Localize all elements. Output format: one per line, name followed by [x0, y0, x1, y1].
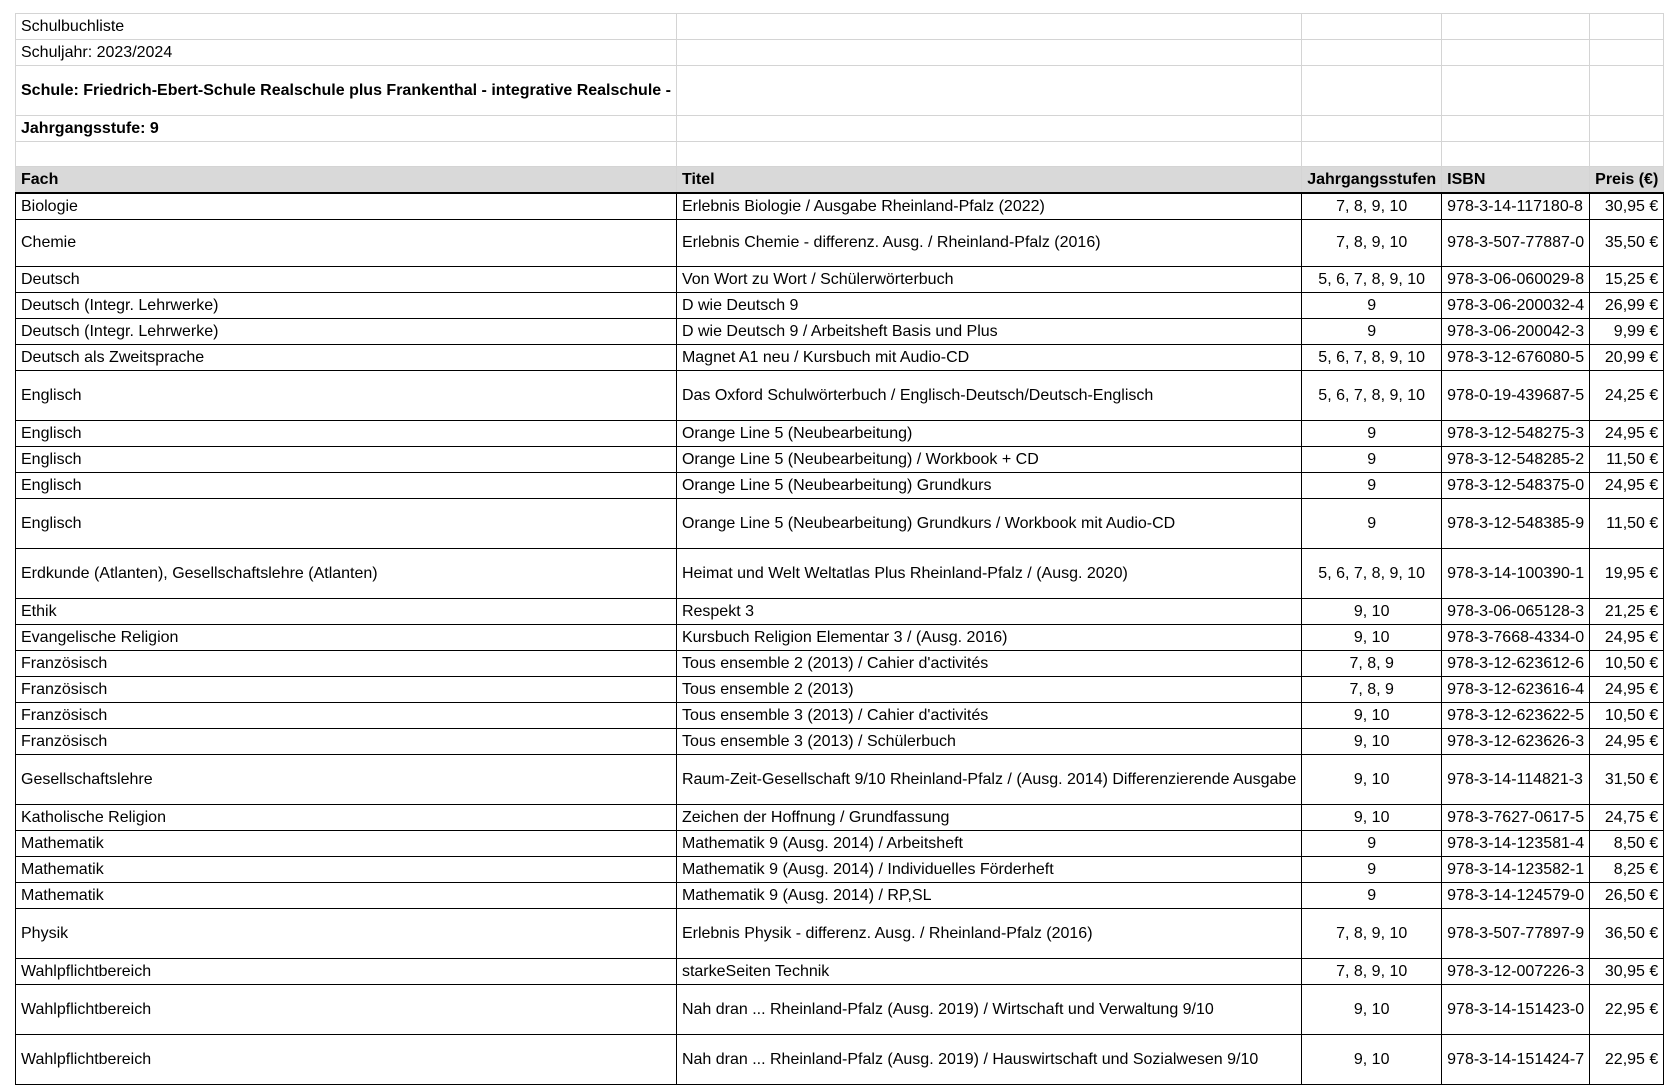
empty-cell: [1302, 116, 1442, 142]
empty-cell: [676, 142, 1301, 167]
cell-isbn: 978-3-7627-0617-5: [1442, 805, 1590, 831]
table-row: [16, 651, 1664, 677]
cell-fach: Wahlpflichtbereich: [16, 985, 677, 1035]
cell-preis: 10,50 €: [1590, 651, 1664, 677]
cell-isbn: 978-3-06-065128-3: [1442, 599, 1590, 625]
cell-jahrgangsstufen: 9: [1302, 857, 1442, 883]
sheet-body: [16, 14, 1664, 1085]
cell-jahrgangsstufen: 9: [1302, 473, 1442, 499]
cell-fach: Wahlpflichtbereich: [16, 1035, 677, 1085]
cell-preis: 24,75 €: [1590, 805, 1664, 831]
empty-cell: [1442, 66, 1590, 116]
cell-titel: Mathematik 9 (Ausg. 2014) / Arbeitsheft: [676, 831, 1301, 857]
cell-isbn: 978-3-12-623612-6: [1442, 651, 1590, 677]
cell-titel: Das Oxford Schulwörterbuch / Englisch-Deutsch/Deutsch-Englisch: [676, 371, 1301, 421]
cell-titel: Erlebnis Biologie / Ausgabe Rheinland-Pfalz (2022): [676, 193, 1301, 220]
cell-preis: 9,99 €: [1590, 319, 1664, 345]
cell-jahrgangsstufen: 7, 8, 9: [1302, 651, 1442, 677]
cell-preis: 15,25 €: [1590, 267, 1664, 293]
cell-titel: Orange Line 5 (Neubearbeitung): [676, 421, 1301, 447]
empty-cell: [676, 66, 1301, 116]
cell-fach: Mathematik: [16, 831, 677, 857]
book-list-table: [15, 13, 1664, 1085]
empty-cell: [676, 14, 1301, 40]
cell-jahrgangsstufen: 9: [1302, 883, 1442, 909]
empty-cell: [1442, 116, 1590, 142]
empty-cell: [1302, 14, 1442, 40]
cell-preis: 24,25 €: [1590, 371, 1664, 421]
cell-jahrgangsstufen: 9: [1302, 831, 1442, 857]
table-row: [16, 293, 1664, 319]
header-titel: Titel: [676, 167, 1301, 194]
cell-fach: Französisch: [16, 651, 677, 677]
table-row: [16, 883, 1664, 909]
cell-titel: Zeichen der Hoffnung / Grundfassung: [676, 805, 1301, 831]
table-row: [16, 959, 1664, 985]
table-row: [16, 549, 1664, 599]
table-row: [16, 421, 1664, 447]
header-preis: Preis (€): [1590, 167, 1664, 194]
table-row: [16, 1035, 1664, 1085]
empty-cell: [676, 40, 1301, 66]
cell-titel: Heimat und Welt Weltatlas Plus Rheinland-Pfalz / (Ausg. 2020): [676, 549, 1301, 599]
cell-fach: Deutsch (Integr. Lehrwerke): [16, 293, 677, 319]
empty-cell: [1590, 40, 1664, 66]
cell-titel: Nah dran ... Rheinland-Pfalz (Ausg. 2019) / Wirtschaft und Verwaltung 9/10: [676, 985, 1301, 1035]
cell-jahrgangsstufen: 7, 8, 9, 10: [1302, 193, 1442, 220]
cell-fach: Englisch: [16, 371, 677, 421]
table-row: [16, 319, 1664, 345]
cell-isbn: 978-3-507-77897-9: [1442, 909, 1590, 959]
cell-jahrgangsstufen: 9: [1302, 421, 1442, 447]
empty-cell: [1590, 14, 1664, 40]
cell-isbn: 978-3-14-117180-8: [1442, 193, 1590, 220]
cell-preis: 31,50 €: [1590, 755, 1664, 805]
cell-preis: 24,95 €: [1590, 729, 1664, 755]
cell-jahrgangsstufen: 5, 6, 7, 8, 9, 10: [1302, 267, 1442, 293]
header-row: [16, 167, 1664, 194]
cell-fach: Erdkunde (Atlanten), Gesellschaftslehre (Atlanten): [16, 549, 677, 599]
cell-jahrgangsstufen: 9, 10: [1302, 599, 1442, 625]
table-row: [16, 193, 1664, 220]
cell-jahrgangsstufen: 9, 10: [1302, 755, 1442, 805]
cell-fach: Englisch: [16, 421, 677, 447]
cell-fach: Französisch: [16, 703, 677, 729]
cell-jahrgangsstufen: 9, 10: [1302, 1035, 1442, 1085]
table-row: [16, 729, 1664, 755]
empty-cell: [1590, 142, 1664, 167]
cell-isbn: 978-3-507-77887-0: [1442, 220, 1590, 267]
cell-titel: Tous ensemble 2 (2013): [676, 677, 1301, 703]
table-row: [16, 371, 1664, 421]
empty-cell: [1590, 66, 1664, 116]
cell-isbn: 978-3-12-007226-3: [1442, 959, 1590, 985]
cell-isbn: 978-3-14-151423-0: [1442, 985, 1590, 1035]
cell-isbn: 978-3-14-123581-4: [1442, 831, 1590, 857]
table-row: [16, 755, 1664, 805]
cell-preis: 24,95 €: [1590, 421, 1664, 447]
cell-titel: Orange Line 5 (Neubearbeitung) / Workbook + CD: [676, 447, 1301, 473]
cell-preis: 8,25 €: [1590, 857, 1664, 883]
cell-titel: Respekt 3: [676, 599, 1301, 625]
cell-fach: Deutsch: [16, 267, 677, 293]
cell-fach: Wahlpflichtbereich: [16, 959, 677, 985]
table-row: [16, 599, 1664, 625]
school-year: Schuljahr: 2023/2024: [16, 40, 677, 66]
cell-preis: 22,95 €: [1590, 1035, 1664, 1085]
cell-isbn: 978-3-12-548275-3: [1442, 421, 1590, 447]
cell-fach: Mathematik: [16, 857, 677, 883]
school-name: Schule: Friedrich-Ebert-Schule Realschule plus Frankenthal - integrative Realschule -: [16, 66, 677, 116]
cell-preis: 30,95 €: [1590, 959, 1664, 985]
cell-preis: 26,99 €: [1590, 293, 1664, 319]
cell-preis: 24,95 €: [1590, 473, 1664, 499]
cell-jahrgangsstufen: 7, 8, 9, 10: [1302, 909, 1442, 959]
cell-isbn: 978-3-12-548375-0: [1442, 473, 1590, 499]
title-row: [16, 14, 1664, 40]
cell-isbn: 978-3-06-200042-3: [1442, 319, 1590, 345]
cell-fach: Evangelische Religion: [16, 625, 677, 651]
cell-preis: 35,50 €: [1590, 220, 1664, 267]
cell-fach: Deutsch als Zweitsprache: [16, 345, 677, 371]
cell-titel: Nah dran ... Rheinland-Pfalz (Ausg. 2019) / Hauswirtschaft und Sozialwesen 9/10: [676, 1035, 1301, 1085]
cell-isbn: 978-3-06-060029-8: [1442, 267, 1590, 293]
cell-titel: Raum-Zeit-Gesellschaft 9/10 Rheinland-Pfalz / (Ausg. 2014) Differenzierende Ausgabe: [676, 755, 1301, 805]
cell-jahrgangsstufen: 7, 8, 9, 10: [1302, 959, 1442, 985]
cell-jahrgangsstufen: 9: [1302, 499, 1442, 549]
cell-fach: Französisch: [16, 677, 677, 703]
table-row: [16, 805, 1664, 831]
cell-titel: Erlebnis Physik - differenz. Ausg. / Rheinland-Pfalz (2016): [676, 909, 1301, 959]
cell-jahrgangsstufen: 9, 10: [1302, 985, 1442, 1035]
cell-titel: Tous ensemble 3 (2013) / Cahier d'activités: [676, 703, 1301, 729]
cell-titel: Tous ensemble 3 (2013) / Schülerbuch: [676, 729, 1301, 755]
cell-preis: 20,99 €: [1590, 345, 1664, 371]
cell-jahrgangsstufen: 9, 10: [1302, 729, 1442, 755]
cell-fach: Biologie: [16, 193, 677, 220]
cell-titel: D wie Deutsch 9: [676, 293, 1301, 319]
cell-titel: Magnet A1 neu / Kursbuch mit Audio-CD: [676, 345, 1301, 371]
cell-preis: 36,50 €: [1590, 909, 1664, 959]
cell-jahrgangsstufen: 7, 8, 9, 10: [1302, 220, 1442, 267]
cell-titel: Von Wort zu Wort / Schülerwörterbuch: [676, 267, 1301, 293]
empty-cell: [1302, 142, 1442, 167]
cell-fach: Ethik: [16, 599, 677, 625]
header-jahrgangsstufen: Jahrgangsstufen: [1302, 167, 1442, 194]
cell-isbn: 978-3-12-623622-5: [1442, 703, 1590, 729]
cell-isbn: 978-3-12-676080-5: [1442, 345, 1590, 371]
header-fach: Fach: [16, 167, 677, 194]
cell-fach: Physik: [16, 909, 677, 959]
table-row: [16, 345, 1664, 371]
cell-isbn: 978-3-12-623626-3: [1442, 729, 1590, 755]
cell-isbn: 978-3-06-200032-4: [1442, 293, 1590, 319]
cell-fach: Deutsch (Integr. Lehrwerke): [16, 319, 677, 345]
cell-jahrgangsstufen: 9, 10: [1302, 703, 1442, 729]
cell-preis: 24,95 €: [1590, 677, 1664, 703]
cell-fach: Mathematik: [16, 883, 677, 909]
year-row: [16, 40, 1664, 66]
cell-titel: D wie Deutsch 9 / Arbeitsheft Basis und Plus: [676, 319, 1301, 345]
cell-isbn: 978-3-14-124579-0: [1442, 883, 1590, 909]
cell-fach: Gesellschaftslehre: [16, 755, 677, 805]
cell-jahrgangsstufen: 5, 6, 7, 8, 9, 10: [1302, 345, 1442, 371]
cell-titel: Mathematik 9 (Ausg. 2014) / Individuelles Förderheft: [676, 857, 1301, 883]
cell-fach: Englisch: [16, 473, 677, 499]
cell-jahrgangsstufen: 9: [1302, 293, 1442, 319]
cell-titel: Orange Line 5 (Neubearbeitung) Grundkurs / Workbook mit Audio-CD: [676, 499, 1301, 549]
grade-level: Jahrgangsstufe: 9: [16, 116, 677, 142]
cell-preis: 22,95 €: [1590, 985, 1664, 1035]
cell-jahrgangsstufen: 9: [1302, 319, 1442, 345]
empty-cell: [1302, 40, 1442, 66]
cell-preis: 26,50 €: [1590, 883, 1664, 909]
cell-preis: 10,50 €: [1590, 703, 1664, 729]
cell-fach: Chemie: [16, 220, 677, 267]
table-row: [16, 625, 1664, 651]
cell-isbn: 978-3-12-548385-9: [1442, 499, 1590, 549]
empty-cell: [1590, 116, 1664, 142]
table-row: [16, 909, 1664, 959]
cell-jahrgangsstufen: 5, 6, 7, 8, 9, 10: [1302, 371, 1442, 421]
cell-fach: Englisch: [16, 447, 677, 473]
cell-preis: 19,95 €: [1590, 549, 1664, 599]
table-row: [16, 985, 1664, 1035]
cell-jahrgangsstufen: 5, 6, 7, 8, 9, 10: [1302, 549, 1442, 599]
cell-jahrgangsstufen: 9: [1302, 447, 1442, 473]
school-row: [16, 66, 1664, 116]
cell-jahrgangsstufen: 7, 8, 9: [1302, 677, 1442, 703]
table-row: [16, 473, 1664, 499]
table-row: [16, 447, 1664, 473]
cell-preis: 30,95 €: [1590, 193, 1664, 220]
cell-jahrgangsstufen: 9, 10: [1302, 805, 1442, 831]
cell-isbn: 978-3-14-151424-7: [1442, 1035, 1590, 1085]
empty-cell: [1442, 40, 1590, 66]
cell-fach: Französisch: [16, 729, 677, 755]
table-row: [16, 857, 1664, 883]
table-row: [16, 499, 1664, 549]
empty-cell: [16, 142, 677, 167]
cell-preis: 8,50 €: [1590, 831, 1664, 857]
document-title: Schulbuchliste: [16, 14, 677, 40]
cell-titel: Tous ensemble 2 (2013) / Cahier d'activités: [676, 651, 1301, 677]
spacer-row: [16, 142, 1664, 167]
empty-cell: [676, 116, 1301, 142]
cell-jahrgangsstufen: 9, 10: [1302, 625, 1442, 651]
table-row: [16, 677, 1664, 703]
table-row: [16, 220, 1664, 267]
cell-titel: starkeSeiten Technik: [676, 959, 1301, 985]
cell-titel: Orange Line 5 (Neubearbeitung) Grundkurs: [676, 473, 1301, 499]
header-isbn: ISBN: [1442, 167, 1590, 194]
cell-isbn: 978-3-14-114821-3: [1442, 755, 1590, 805]
table-row: [16, 267, 1664, 293]
cell-preis: 24,95 €: [1590, 625, 1664, 651]
cell-isbn: 978-3-7668-4334-0: [1442, 625, 1590, 651]
cell-isbn: 978-3-14-123582-1: [1442, 857, 1590, 883]
cell-isbn: 978-3-12-623616-4: [1442, 677, 1590, 703]
cell-preis: 21,25 €: [1590, 599, 1664, 625]
cell-titel: Kursbuch Religion Elementar 3 / (Ausg. 2016): [676, 625, 1301, 651]
cell-isbn: 978-0-19-439687-5: [1442, 371, 1590, 421]
cell-isbn: 978-3-12-548285-2: [1442, 447, 1590, 473]
cell-preis: 11,50 €: [1590, 447, 1664, 473]
table-row: [16, 703, 1664, 729]
cell-preis: 11,50 €: [1590, 499, 1664, 549]
cell-titel: Erlebnis Chemie - differenz. Ausg. / Rheinland-Pfalz (2016): [676, 220, 1301, 267]
cell-isbn: 978-3-14-100390-1: [1442, 549, 1590, 599]
cell-fach: Katholische Religion: [16, 805, 677, 831]
empty-cell: [1302, 66, 1442, 116]
cell-fach: Englisch: [16, 499, 677, 549]
cell-titel: Mathematik 9 (Ausg. 2014) / RP,SL: [676, 883, 1301, 909]
empty-cell: [1442, 14, 1590, 40]
empty-cell: [1442, 142, 1590, 167]
table-row: [16, 831, 1664, 857]
grade-row: [16, 116, 1664, 142]
